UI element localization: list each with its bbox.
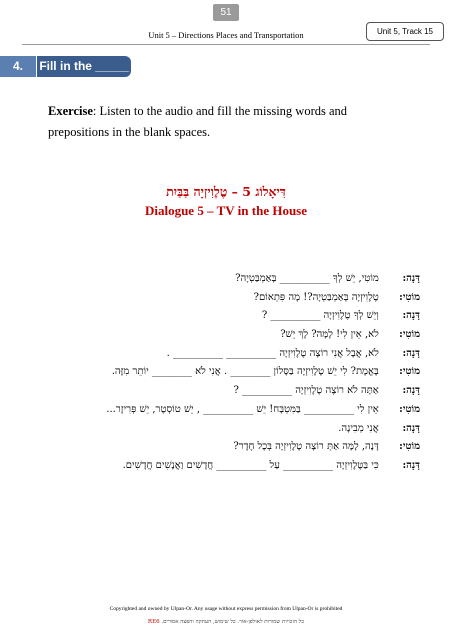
header-divider bbox=[22, 44, 430, 45]
dialogue-line bbox=[40, 307, 420, 326]
dialogue-line bbox=[40, 438, 420, 457]
dialogue-text: מוֹטִי, יֵשׁ לְךָ __________ בָּאַמְבַּטְיָה? bbox=[235, 273, 379, 284]
speaker-name: מוֹטִי: bbox=[399, 403, 420, 415]
exercise-text: : Listen to the audio and fill the missing words and prepositions in the blank spaces. bbox=[48, 104, 348, 139]
dialogue-line bbox=[40, 326, 420, 345]
dialogue-line bbox=[40, 270, 420, 289]
audio-track-badge: Unit 5, Track 15 bbox=[366, 22, 444, 41]
speaker-name: מוֹטִי: bbox=[399, 291, 420, 303]
dialogue-text: אֲנִי מְבִינָה. bbox=[338, 422, 379, 434]
section-number: 4. bbox=[0, 56, 36, 77]
page-number: 51 bbox=[213, 4, 239, 21]
dialogue-text: לֹא, אֲבָל אֲנִי רוֹצָה טֶלֶוִיזְיָה __________ __________ . bbox=[166, 347, 379, 359]
dialogue-line bbox=[40, 420, 420, 439]
dialogue-text: אַתָּה לֹא רוֹצֶה טֶלֶוִיזְיָה __________ ? bbox=[233, 385, 379, 397]
dialogue-line bbox=[40, 382, 420, 401]
speaker-name: דָּנָה: bbox=[402, 422, 420, 434]
speaker-name: דָּנָה: bbox=[402, 385, 420, 397]
footer-hebrew-text: כל הזכויות שמורות לאולפן-אור. כל שימוש, העתקה והפצה אסורים. bbox=[161, 619, 305, 625]
dialogue-title-hebrew: דִּיאָלוֹג 5 – טֶלֶוִיזְיָה בַּבַּיִת bbox=[166, 184, 286, 199]
section-title: Fill in the _____ bbox=[37, 56, 131, 77]
dialogue-line bbox=[40, 401, 420, 420]
dialogue-text: אֵין לִי __________ בַּמִּטְבָּח! יֵשׁ __________ , יֵשׁ טוֹסְטֶר, יֵשׁ פְּרִיזֶר... bbox=[106, 403, 379, 415]
dialogue-text: וְיֵשׁ לְךָ טֶלֶוִיזְיָה __________ ? bbox=[261, 310, 379, 322]
dialogue-text: לֹא, אֵין לִי! לָמָּה? לָךְ יֵשׁ? bbox=[280, 329, 379, 341]
footer-hebrew bbox=[0, 619, 452, 625]
dialogue-line bbox=[40, 289, 420, 308]
exercise-instructions bbox=[48, 101, 408, 143]
footer-code: RE6 bbox=[147, 619, 160, 625]
speaker-name: דָּנָה: bbox=[402, 347, 420, 359]
unit-header: Unit 5 – Directions Places and Transportation bbox=[148, 30, 304, 40]
dialogue-line bbox=[40, 457, 420, 476]
speaker-name: מוֹטִי: bbox=[399, 329, 420, 341]
speaker-name: מוֹטִי: bbox=[399, 441, 420, 453]
dialogue-text: דָּנָה, לָמָּה אַתְּ רוֹצָה טֶלֶוִיזְיָה בְּכָל חֶדֶר? bbox=[233, 441, 379, 453]
speaker-name: דָּנָה: bbox=[402, 310, 420, 322]
dialogue-line bbox=[40, 345, 420, 364]
speaker-name: דָּנָה: bbox=[402, 273, 420, 284]
footer-copyright: Copyrighted and owned by Ulpan-Or. Any usage without express permission from Ulpan-Or is prohibited bbox=[109, 606, 343, 612]
speaker-name: מוֹטִי: bbox=[399, 366, 420, 378]
dialogue-title-english: Dialogue 5 – TV in the House bbox=[144, 203, 308, 218]
dialogue-text: טֶלֶוִיזְיָה בָּאַמְבַּטְיָה?! מָה פִּתְאוֹם? bbox=[253, 291, 379, 303]
exercise-label: Exercise bbox=[48, 104, 93, 118]
speaker-name: דָּנָה: bbox=[402, 459, 420, 471]
dialogue-lines bbox=[40, 270, 420, 476]
dialogue-text: כִּי בַּטֶּלֶוִיזְיָה __________ עַל __________ חֲדָשִׁים וַאֲנָשִׁים חֲדָשִׁים. bbox=[122, 459, 379, 471]
dialogue-line bbox=[40, 363, 420, 382]
dialogue-text: בֶּאֱמֶת? לִי יֵשׁ טֶלֶוִיזְיָה בַּסָּלוֹן ________ . אֲנִי לֹא ________ יוֹתֵר מִזֶּה. bbox=[111, 366, 379, 378]
